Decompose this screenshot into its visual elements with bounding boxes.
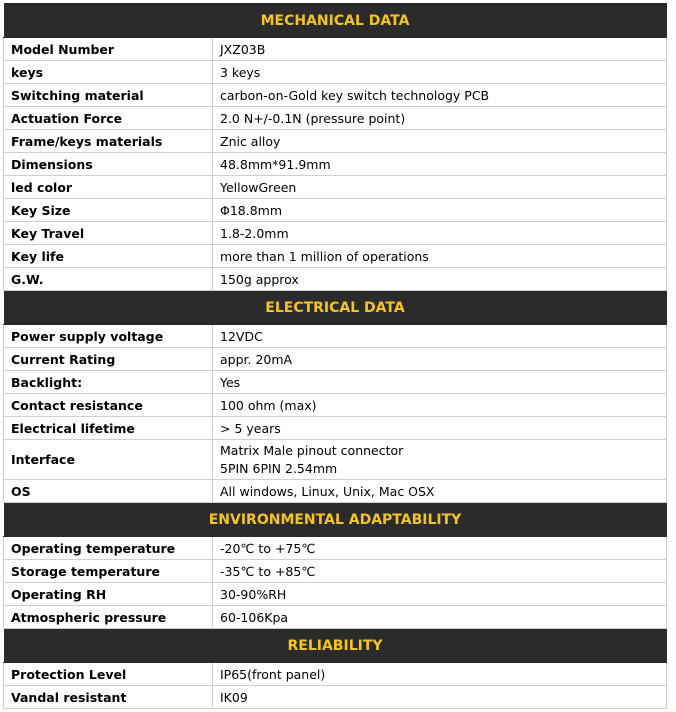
spec-value [213,480,667,503]
section-title: MECHANICAL DATA [4,4,667,38]
spec-value-line: IP65(front panel) [220,666,326,682]
spec-value-line: 2.0 N+/-0.1N (pressure point) [220,110,406,126]
spec-value-line: 150g approx [220,271,299,287]
spec-value [213,440,667,480]
table-row [4,61,667,84]
table-row [4,38,667,61]
spec-value [213,84,667,107]
spec-value-line: JXZ03B [220,41,266,57]
spec-value [213,663,667,686]
table-row [4,371,667,394]
table-row [4,245,667,268]
spec-value [213,245,667,268]
spec-label: Frame/keys materials [4,130,213,153]
spec-value-line: -20℃ to +75℃ [220,540,316,556]
spec-value-line: 5PIN 6PIN 2.54mm [220,460,338,476]
spec-label: Power supply voltage [4,325,213,348]
spec-value-line: 1.8-2.0mm [220,225,289,241]
spec-value [213,130,667,153]
spec-value-line: 30-90%RH [220,586,287,602]
spec-value-line: more than 1 million of operations [220,248,429,264]
section-header [4,4,667,38]
spec-value [213,348,667,371]
table-row [4,560,667,583]
spec-label: Dimensions [4,153,213,176]
table-row [4,153,667,176]
spec-value [213,199,667,222]
table-row [4,440,667,480]
spec-value-line: Φ18.8mm [220,202,283,218]
section-title: ENVIRONMENTAL ADAPTABILITY [4,503,667,537]
spec-label: Operating RH [4,583,213,606]
table-row [4,348,667,371]
spec-value-line: Znic alloy [220,133,281,149]
table-row [4,130,667,153]
table-row [4,686,667,709]
spec-value-line: 48.8mm*91.9mm [220,156,331,172]
spec-label: Key life [4,245,213,268]
spec-value [213,394,667,417]
section-header [4,503,667,537]
spec-value [213,107,667,130]
table-row [4,176,667,199]
spec-value-line: IK09 [220,689,248,705]
spec-value [213,417,667,440]
spec-value [213,560,667,583]
table-row [4,394,667,417]
spec-value-line: > 5 years [220,420,281,436]
spec-value [213,371,667,394]
spec-value-line: 12VDC [220,328,263,344]
spec-value [213,176,667,199]
spec-label: Contact resistance [4,394,213,417]
spec-label: Electrical lifetime [4,417,213,440]
spec-label: Protection Level [4,663,213,686]
table-row [4,583,667,606]
spec-label: Switching material [4,84,213,107]
spec-value [213,153,667,176]
spec-label: Backlight: [4,371,213,394]
spec-table [3,3,667,709]
table-row [4,199,667,222]
spec-value-line: Yes [220,374,241,390]
section-title: ELECTRICAL DATA [4,291,667,325]
spec-value-line: 3 keys [220,64,261,80]
table-row [4,417,667,440]
spec-value-line: 100 ohm (max) [220,397,317,413]
spec-value [213,537,667,560]
spec-label: Interface [4,440,213,480]
spec-value [213,222,667,245]
spec-label: led color [4,176,213,199]
section-header [4,291,667,325]
spec-label: Current Rating [4,348,213,371]
table-row [4,606,667,629]
table-row [4,84,667,107]
spec-value [213,38,667,61]
spec-label: Key Travel [4,222,213,245]
spec-value [213,61,667,84]
spec-label: Atmospheric pressure [4,606,213,629]
spec-value [213,583,667,606]
table-row [4,480,667,503]
table-row [4,222,667,245]
spec-value-line: Matrix Male pinout connector [220,442,404,458]
spec-label: Storage temperature [4,560,213,583]
spec-label: Key Size [4,199,213,222]
spec-value [213,325,667,348]
spec-label: OS [4,480,213,503]
spec-label: keys [4,61,213,84]
spec-sheet [3,3,666,709]
section-title: RELIABILITY [4,629,667,663]
spec-label: Model Number [4,38,213,61]
spec-label: Operating temperature [4,537,213,560]
table-row [4,325,667,348]
spec-value-line: -35℃ to +85℃ [220,563,316,579]
spec-value-line: YellowGreen [220,179,297,195]
spec-value [213,268,667,291]
spec-label: G.W. [4,268,213,291]
table-row [4,268,667,291]
section-header [4,629,667,663]
table-row [4,663,667,686]
spec-value-line: carbon-on-Gold key switch technology PCB [220,87,490,103]
spec-value-line: appr. 20mA [220,351,293,367]
spec-label: Actuation Force [4,107,213,130]
spec-value-line: 60-106Kpa [220,609,289,625]
table-row [4,107,667,130]
spec-value-line: All windows, Linux, Unix, Mac OSX [220,483,435,499]
spec-table-body [4,4,667,709]
spec-value [213,686,667,709]
spec-value [213,606,667,629]
spec-label: Vandal resistant [4,686,213,709]
table-row [4,537,667,560]
